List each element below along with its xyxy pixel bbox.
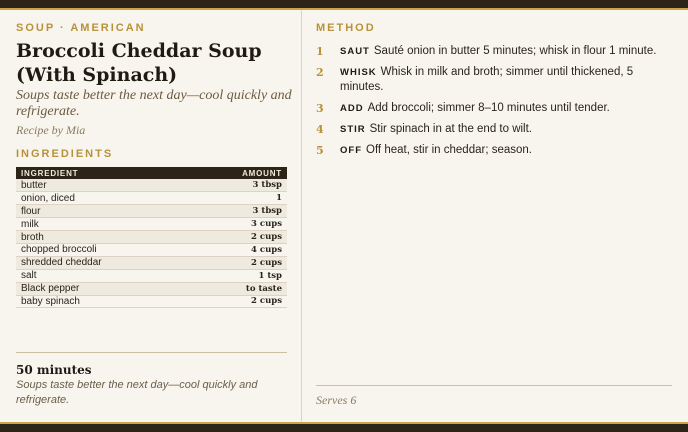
ingredient-row (16, 218, 287, 231)
step-text: Stir spinach in at the end to wilt. (369, 123, 533, 135)
step-text: Add broccoli; simmer 8–10 minutes until tender. (367, 102, 610, 114)
ingredient-row (16, 192, 287, 205)
recipe-title: Broccoli Cheddar Soup (With Spinach) (16, 40, 262, 86)
step-verb: OFF (340, 145, 362, 156)
recipe-byline: Recipe by Mia (16, 123, 86, 137)
method-step (316, 101, 672, 116)
ingredient-amount: 2 cups (191, 295, 287, 308)
ingredient-name: broth (16, 231, 191, 244)
ingredient-amount: 3 tbsp (191, 205, 287, 218)
step-verb: SAUT (340, 46, 370, 57)
ingredient-name: butter (16, 179, 191, 192)
method-step (316, 122, 672, 137)
ingredient-amount: 3 cups (191, 218, 287, 231)
step-verb: STIR (340, 124, 366, 135)
ingredient-name: milk (16, 218, 191, 231)
top-border-band (0, 0, 688, 8)
method-step (316, 143, 672, 158)
ingredient-row (16, 295, 287, 308)
step-text: Off heat, stir in cheddar; season. (366, 144, 532, 156)
step-number: 3 (316, 102, 324, 115)
step-number: 1 (316, 45, 324, 58)
ingredient-row (16, 256, 287, 269)
ingredient-amount: 1 tsp (191, 269, 287, 282)
method-heading: METHOD (316, 22, 376, 34)
ingredient-name: chopped broccoli (16, 243, 191, 256)
ingredient-amount: 4 cups (191, 243, 287, 256)
method-steps (316, 44, 672, 164)
ingredients-header-row (16, 167, 287, 179)
ingredient-amount: 3 tbsp (191, 179, 287, 192)
ingredient-row (16, 243, 287, 256)
ingredient-name: shredded cheddar (16, 256, 191, 269)
ingredient-row (16, 282, 287, 295)
step-verb: ADD (340, 103, 364, 114)
recipe-card (0, 10, 688, 422)
ingredient-amount: 2 cups (191, 231, 287, 244)
ingredient-amount: to taste (191, 282, 287, 295)
bottom-border-band (0, 424, 688, 432)
ingredient-name: baby spinach (16, 295, 191, 308)
recipe-subtitle: Soups taste better the next day—cool quickly and refrigerate. (16, 88, 292, 119)
recipe-category: SOUP · AMERICAN (16, 22, 146, 34)
ingredient-row (16, 205, 287, 218)
left-footer-divider (16, 352, 287, 353)
ingredient-amount: 1 (191, 192, 287, 205)
ingredient-row (16, 231, 287, 244)
step-number: 4 (316, 123, 324, 136)
recipe-right-panel (302, 10, 688, 422)
amount-column-header: AMOUNT (191, 167, 287, 179)
right-footer-divider (316, 385, 672, 386)
ingredient-column-header: INGREDIENT (16, 167, 191, 179)
step-number: 5 (316, 144, 324, 157)
ingredient-row (16, 269, 287, 282)
recipe-left-panel (0, 10, 302, 422)
ingredient-name: onion, diced (16, 192, 191, 205)
method-step (316, 44, 672, 59)
ingredient-row (16, 179, 287, 192)
step-number: 2 (316, 66, 324, 79)
step-text: Whisk in milk and broth; simmer until thickened, 5 minutes. (340, 66, 634, 93)
ingredients-heading: INGREDIENTS (16, 148, 114, 160)
ingredients-table (16, 167, 287, 308)
servings: Serves 6 (316, 393, 357, 407)
total-time: 50 minutes (16, 363, 92, 377)
step-verb: WHISK (340, 67, 377, 78)
step-text: Sauté onion in butter 5 minutes; whisk in flour 1 minute. (373, 45, 657, 57)
ingredient-name: Black pepper (16, 282, 191, 295)
method-step (316, 65, 672, 95)
ingredient-amount: 2 cups (191, 256, 287, 269)
ingredient-name: salt (16, 269, 191, 282)
ingredient-name: flour (16, 205, 191, 218)
storage-note: Soups taste better the next day—cool quickly and refrigerate. (16, 379, 258, 406)
